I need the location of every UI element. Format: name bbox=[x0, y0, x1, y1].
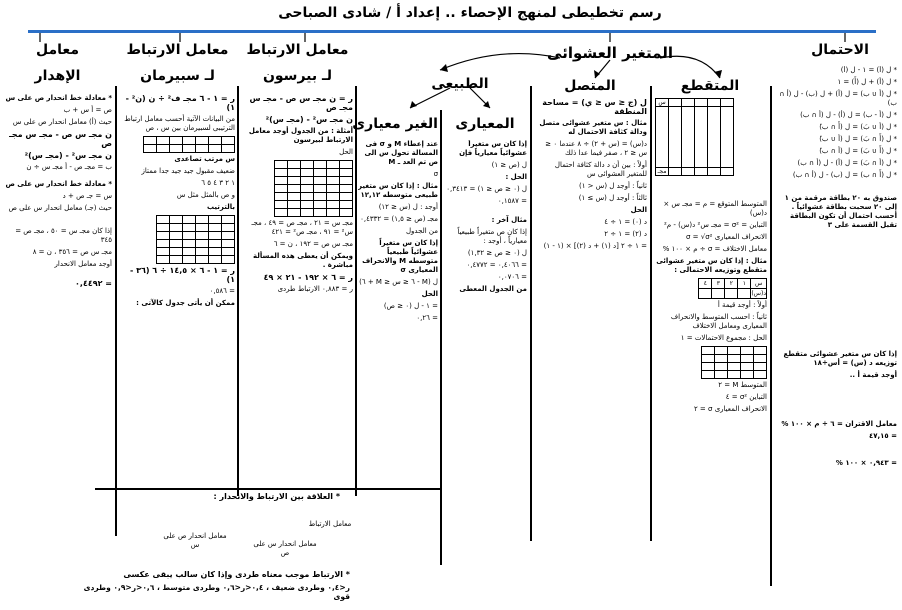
spearman-rank-table bbox=[156, 215, 235, 264]
non-standard-line: مجـ (ص ≤ ١,٥) = ٠,٤٣٣٢ bbox=[360, 215, 438, 223]
rule: * ل (أ) + ل (أَ) = ١ bbox=[837, 78, 897, 86]
non-standard-line: عند إعطاء M و σ فى المسالة نحول س الى ص تم العد ـ M bbox=[364, 140, 438, 166]
non-standard-line: أوجد : ل (س ≤ ١٢) bbox=[378, 203, 438, 211]
separator bbox=[355, 86, 357, 496]
regression-line: ص = أ س + ب bbox=[63, 106, 112, 114]
discrete-calc-table bbox=[701, 346, 767, 379]
pearson-line: أمثلة : من الجدول أوجد معامل الارتباط لبيرسون bbox=[248, 127, 353, 144]
non-standard-line: إذا كان س متغيراً عشوائياً طبيعياً متوسطه M والانحراف المعيارى σ bbox=[362, 239, 438, 274]
header-discrete: المتقطع bbox=[680, 78, 740, 94]
non-standard-line: ل (M - ٦ ≤ س ≤ M + ٦) bbox=[359, 278, 438, 286]
regression-line: مجـ س ص = ٣٥٦ ، ن = ٨ bbox=[32, 248, 112, 256]
spearman-line: ممكن أن يأتى جدول كالآتى : bbox=[136, 299, 235, 307]
relation-strength: ر<٠,٤ وطردى ضعيف ، ٠,٤<ر<٠,٦ وطردى متوسط ، ٠,٦<ر<٠,٩ وطردى قوى bbox=[83, 583, 350, 601]
regression-line: حيث (جـ) معامل انحدار س على ص bbox=[8, 204, 112, 212]
continuous-line: مثال : س متغير عشوائى متصل ودالة كثافة الاحتمال له bbox=[539, 119, 647, 136]
discrete-line: التباين σ² = ٤ bbox=[725, 393, 767, 401]
discrete-line: الحل : مجموع الاحتمالات = ١ bbox=[680, 334, 767, 342]
discrete-line: أولاً : أوجد قيمة أ bbox=[717, 301, 767, 309]
header-random-variable: المتغير العشوائى bbox=[547, 44, 673, 62]
non-standard-line: σ bbox=[433, 170, 438, 178]
separator bbox=[650, 86, 652, 541]
header-pearson-line1: معامل الارتباط bbox=[246, 42, 349, 58]
separator bbox=[115, 86, 117, 536]
rule: * ل (أ ∪ ب) = ل (أ) + ل (ب) - ل (أ ∩ ب) bbox=[779, 90, 897, 107]
standard-line: ل (٠ ≤ ص ≤ ١) = ٠,٣٤١٣ bbox=[446, 185, 527, 193]
continuous-line: ل (ج ≤ س ≤ ي) = مساحة المنطقة bbox=[542, 98, 647, 116]
table-cell: س bbox=[656, 99, 669, 107]
regression-line: * معادلة خط انحدار ص على س bbox=[5, 94, 112, 102]
discrete-example-2 bbox=[775, 350, 897, 590]
regression-line: إذا كان مجـ س = ٥٠ ، مجـ ص = ٣٤٥ bbox=[15, 227, 112, 244]
separator bbox=[530, 86, 532, 541]
spearman-line: ضعيف مقبول جيد جيد جدا ممتاز bbox=[141, 167, 235, 175]
regression-line: ب = مجـ ص - أ مجـ س ÷ ن bbox=[26, 163, 112, 171]
regression-line: س = جـ ص + د bbox=[62, 192, 112, 200]
standard-column bbox=[445, 140, 527, 540]
non-standard-line: مثال : إذا كان س متغير طبيعى متوسطه ١٢,١٢ bbox=[358, 182, 438, 199]
non-standard-line: الحل bbox=[421, 290, 438, 298]
header-spearman-line2: لـ سبيرمان bbox=[140, 68, 215, 84]
header-continuous: المتصل bbox=[564, 78, 616, 94]
relation-top-rule bbox=[95, 488, 440, 490]
standard-line: ل (ص ≤ ١) bbox=[491, 161, 527, 169]
relation-reg-x-on-y: معامل انحدار س على ص bbox=[253, 540, 317, 557]
discrete-line: مثال : إذا كان س متغير عشوائى متقطع وتوزيعه الاحتمالى : bbox=[656, 257, 767, 274]
pearson-line: الحل bbox=[339, 148, 353, 156]
header-probability: الاحتمال bbox=[811, 42, 869, 58]
discrete-column bbox=[655, 200, 767, 600]
continuous-line: ثالثاً : أوجد ل (س ≥ ١) bbox=[578, 194, 647, 202]
relation-pearson-label: معامل الارتباط bbox=[308, 520, 352, 528]
table-cell: مجـ bbox=[656, 168, 669, 176]
standard-line: = ٠,١٥٨٧ bbox=[497, 197, 527, 205]
rule: * ل (أَ ∪ بَ) = ل (أ ∩ ب)َ bbox=[819, 147, 897, 155]
separator bbox=[770, 86, 772, 586]
continuous-line: = ١ ÷ ٢ [د (١) + د (٢)] × (١ - ١) bbox=[543, 242, 647, 250]
standard-line: إذا كان ص متغيراً طبيعياً معيارياً ، أوجد : bbox=[457, 228, 527, 245]
regression-line: أوجد معامل الانحدار bbox=[54, 260, 112, 268]
spearman-line: من البيانات الآتية أحسب معامل ارتباط الترتيبى لسبيرمان بين س ، ص bbox=[124, 115, 235, 132]
rule: * ل (أ ∩ بَ) = ل (أ) - ل (أ ∩ ب) bbox=[797, 159, 897, 167]
relation-bullet: * الارتباط موجب معناه طردى وإذا كان سالب يبقى عكسى bbox=[123, 570, 350, 579]
discrete-line: الانحراف المعيارى σ = √σ² bbox=[686, 233, 767, 241]
pearson-line: مجـ س = ٢١ ، مجـ ص = ٤٩ ، مجـ س² = ٩١ ، مجـ ص² = ٤٢١ bbox=[251, 219, 353, 236]
header-regression-line1: معامل bbox=[36, 42, 79, 58]
continuous-line: ثانياً : أوجد ل (س < ١) bbox=[578, 182, 647, 190]
pearson-line: ويمكن أن يعطى هذه المسألة مباشرة . bbox=[252, 252, 353, 269]
pearson-line: مجـ س ص = ١٩٢ ، ن = ٦ bbox=[273, 240, 353, 248]
standard-line: ل (٠ ≤ ص ≤ ١,٣٢) bbox=[467, 249, 527, 257]
discrete-line: = ٤٧,١٥ bbox=[868, 432, 897, 440]
regression-line: ن مجـ س ص - مجـ س مجـ ص bbox=[9, 130, 112, 148]
discrete-distribution-table: س ١ ٢ ٣ ٤ د(س) bbox=[698, 278, 767, 299]
non-standard-line: = ٠,٢٦ bbox=[416, 314, 438, 322]
header-standard: المعيارى bbox=[455, 116, 515, 132]
rule: * ل (أ ∪ بَ) = ل (أَ ∩ ب)َ bbox=[819, 123, 897, 131]
continuous-line: أولاً : بين أن د دالة كثافة احتمال للمتغير العشوائى س bbox=[554, 161, 647, 178]
spearman-line: = ٠,٥٨٦ bbox=[209, 287, 235, 295]
pearson-line: ن مجـ س² - (مجـ س)² bbox=[265, 115, 353, 124]
header-pearson-line2: لـ بيرسون bbox=[262, 68, 333, 84]
discrete-line: المتوسط M = ٢ bbox=[718, 381, 767, 389]
discrete-line: معامل الاقتران = ٦ ÷ م × ١٠٠ % bbox=[781, 420, 897, 428]
header-non-standard: الغير معيارى bbox=[352, 116, 438, 132]
discrete-line: إذا كان س متغير عشوائى متقطع توزيعه د (س) = أس÷١٨ bbox=[783, 350, 897, 367]
standard-line: الحل : bbox=[505, 173, 527, 181]
page-title: رسم تخطيطى لمنهج الإحصاء .. إعداد أ / شادى الصباحى bbox=[278, 5, 662, 21]
spearman-line: ر = ١ - ٦ مجـ ف² ÷ ن (ن² - ١) bbox=[125, 94, 235, 112]
header-regression-line2: الإهدار bbox=[34, 68, 81, 84]
discrete-line: التباين = σ² = مجـ س² د(س) - م² bbox=[664, 221, 767, 229]
continuous-column bbox=[535, 98, 647, 538]
spearman-line: س مرتب تصاعدى bbox=[174, 155, 235, 163]
rule: * ل (أَ ∩ ب) = ل (ب) - ل (أ ∩ ب) bbox=[792, 171, 897, 179]
continuous-line: د (٠) = ١ ÷ ٤ bbox=[604, 218, 647, 226]
spearman-table bbox=[143, 136, 235, 153]
table-cell: د(س) bbox=[751, 290, 766, 297]
pearson-column bbox=[241, 94, 353, 374]
spearman-column bbox=[119, 94, 235, 424]
continuous-line: الحل bbox=[630, 206, 647, 214]
rule: * ل (أ - ب) = ل (أ) - ل (أ ∩ ب) bbox=[800, 111, 897, 119]
discrete-top-table bbox=[655, 98, 765, 176]
discrete-line: = ٠,٩٤٣ × ١٠٠ % bbox=[835, 459, 897, 467]
pearson-line: ر = ن مجـ س ص - مجـ س مجـ ص bbox=[249, 94, 353, 112]
relation-reg-y-on-x: معامل انحدار ص على س bbox=[163, 532, 227, 549]
pearson-line: ر = ٦ × ١٩٢ - ٢١ × ٤٩ bbox=[263, 273, 353, 282]
separator bbox=[440, 110, 442, 565]
non-standard-line: من الجدول bbox=[405, 227, 438, 235]
pearson-table bbox=[274, 160, 353, 217]
continuous-line: د(س) = (س + ٢) ÷ ٨ عندما ٠ ≤ س ≤ ٢ ، صفر فيما عدا ذلك bbox=[545, 140, 647, 157]
regression-column bbox=[2, 94, 112, 404]
header-spearman-line1: معامل الارتباط bbox=[126, 42, 229, 58]
discrete-line: الانحراف المعيارى σ = ٢ bbox=[693, 405, 767, 413]
discrete-line: المتوسط المتوقع = م = مجـ س × د(س) bbox=[663, 200, 767, 217]
separator bbox=[237, 86, 239, 496]
relation-title: * العلاقة بين الارتباط والانحدار : bbox=[213, 492, 340, 501]
spearman-line: و ص بالمثل مثل س bbox=[176, 191, 235, 199]
table-cell: س bbox=[751, 279, 767, 289]
standard-line: = ٠,٠٧٠٦ bbox=[497, 273, 527, 281]
standard-line: إذا كان س متغيراً عشوائياً معيارياً فإن bbox=[459, 140, 527, 157]
regression-line: = ٠,٤٤٩٢ bbox=[75, 279, 112, 288]
spearman-line: ر = ١ - ٦ × ١٤,٥ ÷ ٦ (٣٦ - ١) bbox=[129, 266, 235, 284]
non-standard-column bbox=[358, 140, 438, 500]
regression-line: * معادلة خط انحدار س على ص bbox=[5, 180, 112, 188]
regression-line: ن مجـ س² - (مجـ س)² bbox=[24, 151, 112, 160]
discrete-line: ثانياً : احسب المتوسط والانحراف المعيارى ومعامل الاختلاف bbox=[670, 313, 767, 330]
continuous-line: د (٢) = ١ ÷ ٢ bbox=[604, 230, 647, 238]
standard-line: = ٠,٤٠٦٦ = ٠,٤٧٧٢ bbox=[466, 261, 527, 269]
probability-example: صندوق به ٢٠ بطاقة مرقمة من ١ إلى ٢٠ سحبت بطاقة عشوائياً . أحسب احتمال أن تكون البطاقة تقبل القسمة على ٣ bbox=[784, 194, 897, 229]
discrete-line: معامل الاختلاف = σ ÷ م × ١٠٠ % bbox=[662, 245, 767, 253]
regression-line: حيث (أ) معامل انحدار ص على س bbox=[12, 118, 112, 126]
rule: * ل (أَ) = ١ - ل (أ) bbox=[840, 66, 897, 74]
spearman-line: ١ ٢ ٣ ٤ ٥ ٦ bbox=[201, 179, 235, 187]
header-natural: الطبيعى bbox=[431, 76, 489, 92]
standard-line: مثال آخر : bbox=[491, 216, 527, 224]
standard-line: من الجدول المعطى bbox=[459, 285, 527, 293]
spearman-line: بالترتيب bbox=[207, 203, 235, 211]
rule: * ل (أَ ∩ بَ) = ل (أ ∪ ب)َ bbox=[819, 135, 897, 143]
discrete-line: أوجد قيمة أ .. bbox=[849, 371, 897, 379]
pearson-line: ر = ٠,٨٨٣ الارتباط طردى bbox=[277, 285, 353, 293]
non-standard-line: = ١ - ل (٠ ≤ ص) bbox=[383, 302, 438, 310]
